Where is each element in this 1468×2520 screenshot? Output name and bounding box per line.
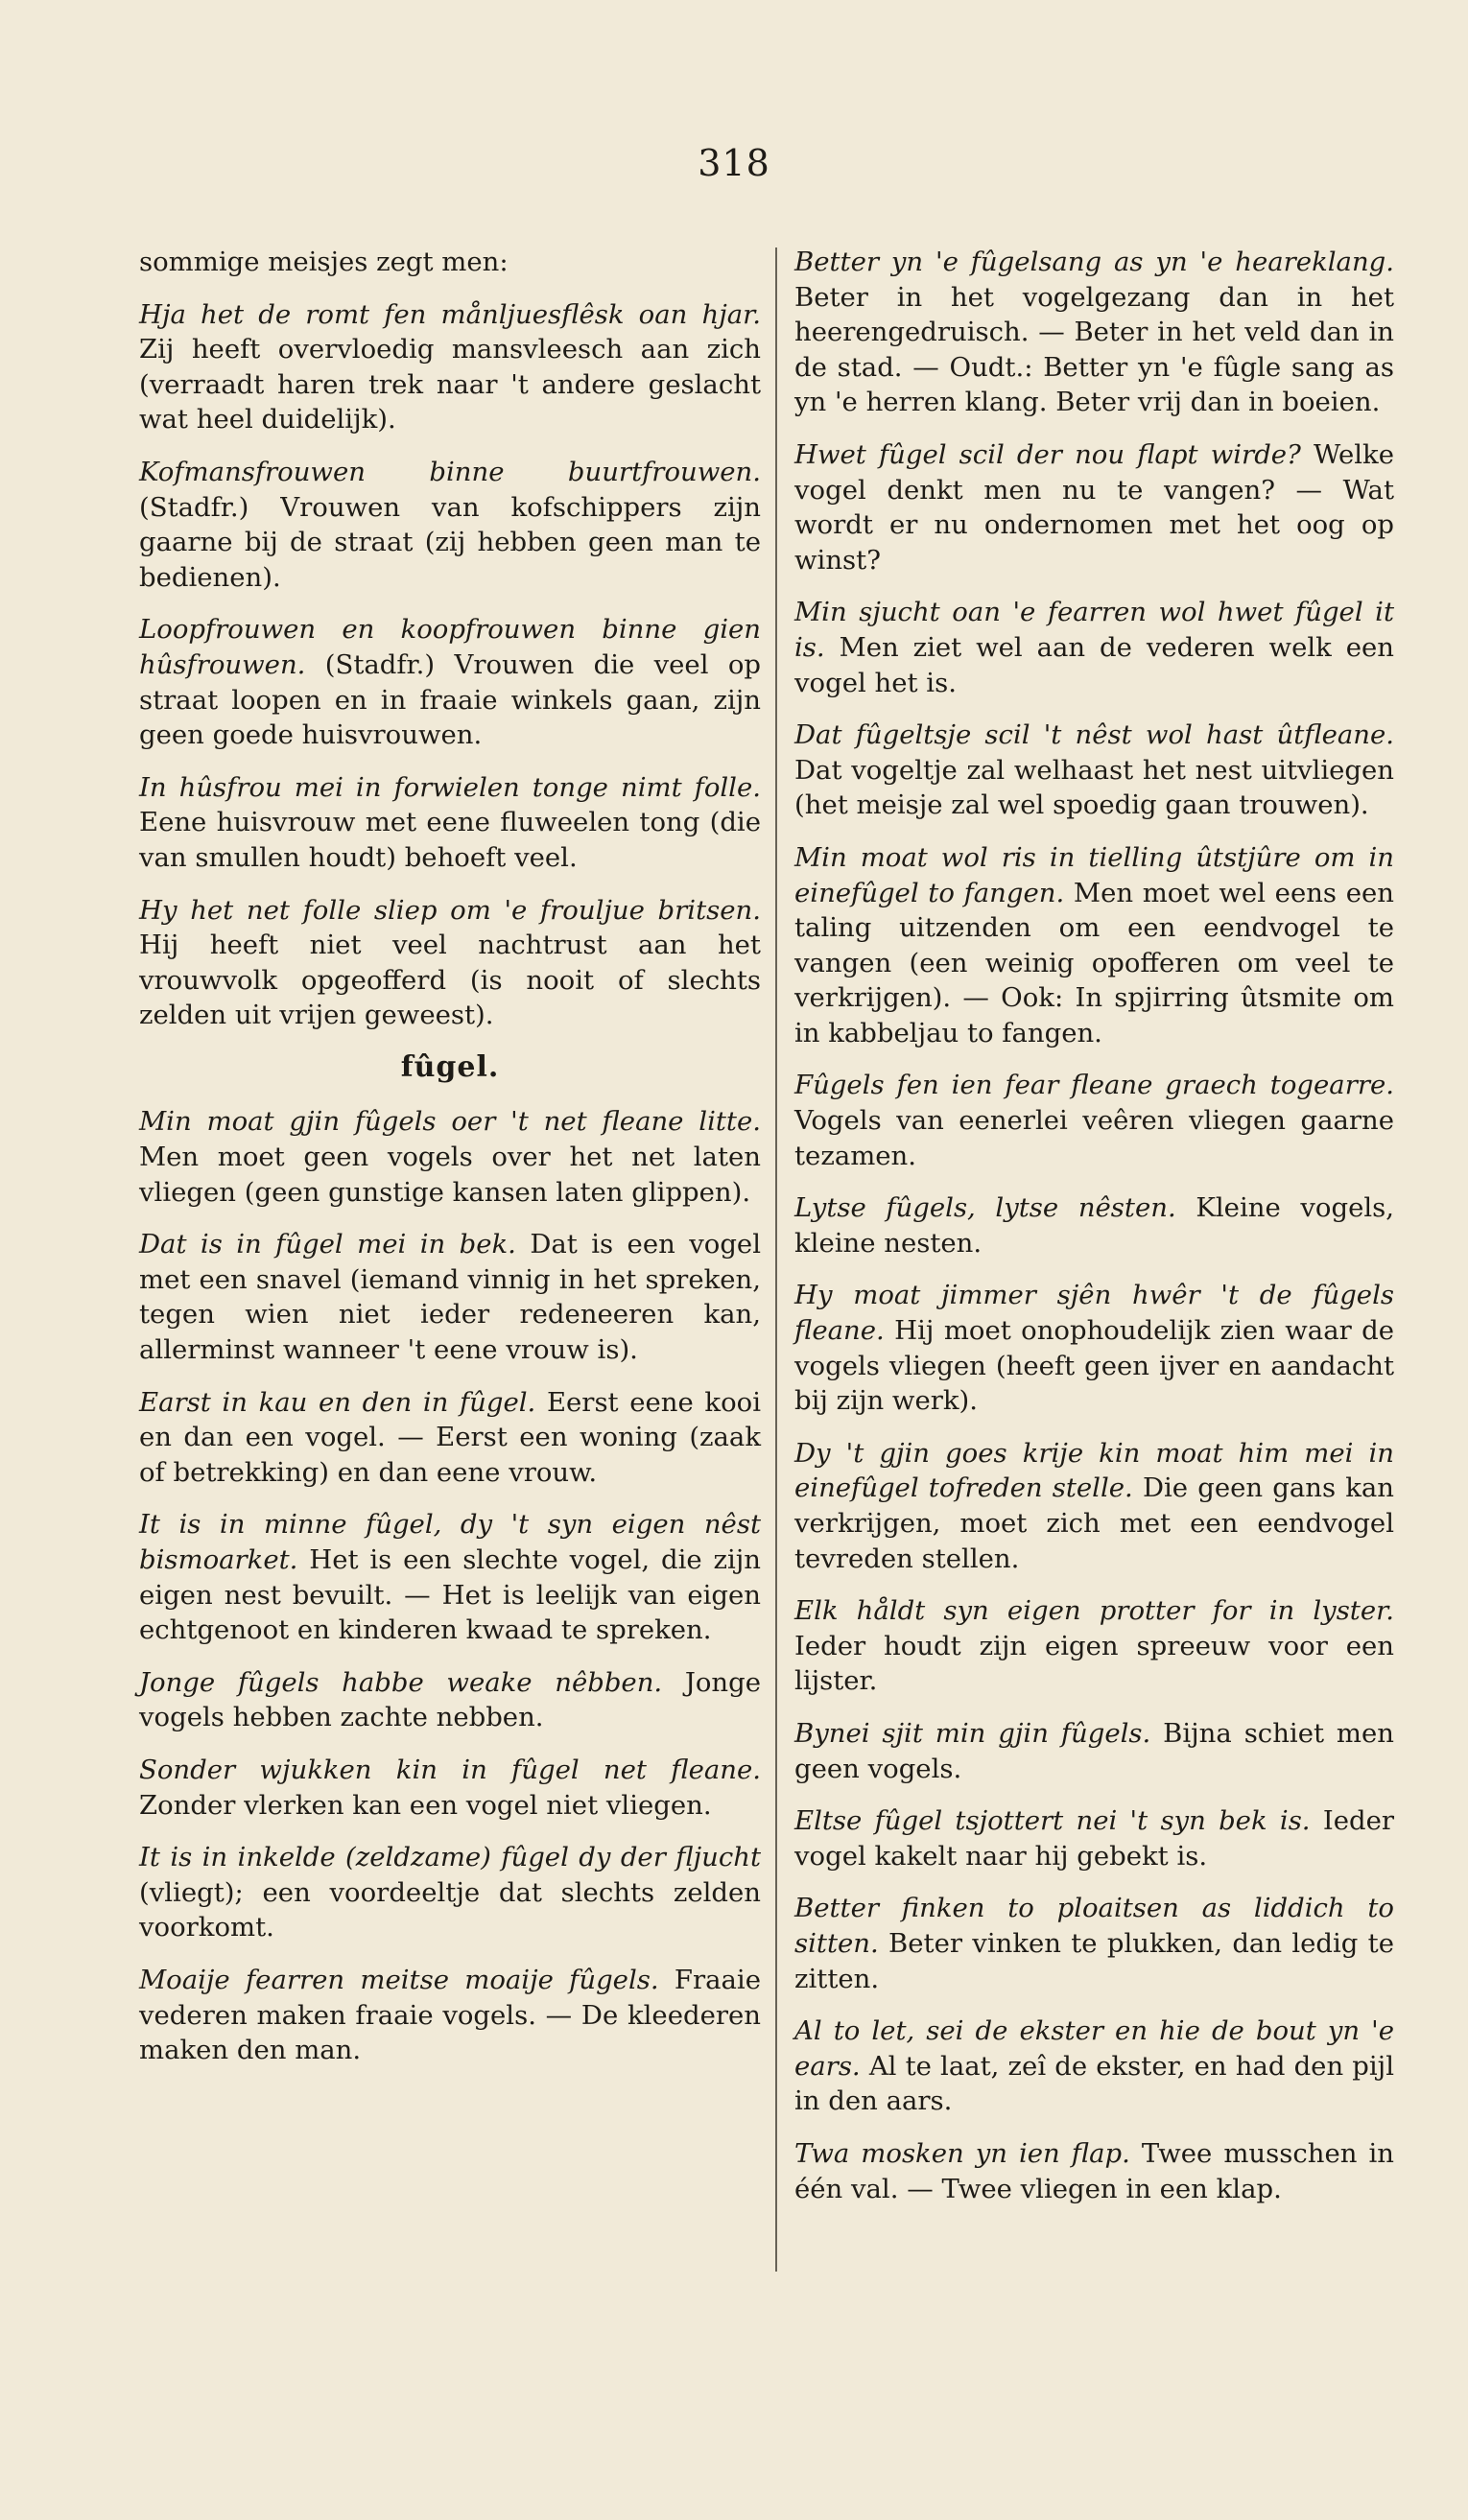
dutch-translation: Welke vogel denkt men nu te vangen? — Wat wordt er nu ondernomen met het oog op winst? [794,438,1394,576]
left-entries [139,245,761,1033]
frisian-phrase: Loopfrouwen en koopfrouwen binne gien hûsfrouwen. [139,614,761,680]
frisian-phrase: Hja het de romt fen månljuesflêsk oan hjar. [139,298,761,330]
dutch-translation: Die geen gans kan verkrijgen, moet zich met een eendvogel tevreden stellen. [794,1472,1394,1574]
proverb-entry [794,718,1394,823]
frisian-phrase: Min moat wol ris in tielling ûtstjûre om in einefûgel to fangen. [794,841,1394,908]
dutch-translation: Dat is een vogel met een snavel (iemand vinnig in het spreken, tegen wien niet ieder redeneeren kan, allerminst wanneer 't eene vrouw is). [139,1229,762,1366]
proverb-entry [139,455,761,595]
proverb-entry [139,297,761,437]
frisian-phrase: Bynei sjit min gjin fûgels. [794,1717,1151,1749]
dutch-translation: Ieder vogel kakelt naar hij gebekt is. [794,1805,1394,1872]
frisian-phrase: Eltse fûgel tsjottert nei 't syn bek is. [794,1805,1311,1837]
frisian-phrase: Al to let, sei de ekster en hie de bout yn 'e ears. [794,2015,1394,2082]
dutch-translation: Hij heeft niet veel nachtrust aan het vrouwvolk opgeofferd (is nooit of slechts zelden uit vrijen geweest). [139,930,761,1031]
dutch-translation: (Stadfr.) Vrouwen van kofschippers zijn gaarne bij de straat (zij hebben geen man te bedienen). [139,491,761,593]
proverb-entry [794,595,1394,700]
proverb-entry [139,612,761,752]
frisian-phrase: Dy 't gjin goes krije kin moat him mei in einefûgel tofreden stelle. [794,1437,1394,1504]
dutch-translation: Jonge vogels hebben zachte nebben. [139,1666,761,1733]
proverb-entry [794,245,1394,420]
frisian-phrase: Hy het net folle sliep om 'e frouljue britsen. [139,894,761,926]
proverb-entry [794,1436,1394,1576]
frisian-phrase: Earst in kau en den in fûgel. [139,1386,536,1418]
dutch-translation: Kleine vogels, kleine nesten. [794,1192,1394,1259]
frisian-phrase: Jonge fûgels habbe weake nêbben. [139,1666,663,1698]
dutch-translation: Fraaie vederen maken fraaie vogels. — De kleederen maken den man. [139,1964,761,2066]
proverb-entry [794,1593,1394,1699]
frisian-phrase: Elk håldt syn eigen protter for in lyster. [794,1595,1394,1627]
frisian-phrase: Min sjucht oan 'e fearren wol hwet fûgel it is. [794,597,1394,663]
proverb-entry [794,1891,1394,1996]
frisian-phrase: Fûgels fen ien fear fleane graech togearre. [794,1070,1394,1101]
frisian-phrase: It is in inkelde (zeldzame) fûgel dy der fljucht [139,1842,761,1873]
dutch-translation: Zonder vlerken kan een vogel niet vliegen. [139,1789,712,1821]
left-column [139,245,761,2085]
dutch-translation: Eerst eene kooi en dan een vogel. — Eerst een woning (zaak of betrekking) en dan eene vrouw. [139,1386,762,1488]
right-entries [794,245,1394,2206]
dutch-translation: Beter in het vogelgezang dan in het heerengedruisch. — Beter in het veld dan in de stad. — Oudt.: Better yn 'e fûgle sang as yn 'e herren klang. Beter vrij dan in boeien. [794,281,1394,418]
dutch-translation: Zij heeft overvloedig mansvleesch aan zich (verraadt haren trek naar 't andere geslacht wat heel duidelijk). [139,334,761,436]
frisian-phrase: Hy moat jimmer sjên hwêr 't de fûgels fleane. [794,1280,1394,1347]
proverb-entry [794,1278,1394,1418]
frisian-phrase: In hûsfrou mei in forwielen tonge nimt folle. [139,771,761,803]
column-divider [775,247,777,2272]
proverb-entry [794,437,1394,577]
frisian-phrase: Kofmansfrouwen binne buurtfrouwen. [139,456,761,487]
frisian-phrase: Min moat gjin fûgels oer 't net fleane litte. [139,1106,761,1138]
proverb-entry [139,1840,761,1945]
dutch-translation: Beter vinken te plukken, dan ledig te zitten. [794,1927,1394,1994]
dutch-translation: Vogels van eenerlei veêren vliegen gaarne tezamen. [794,1105,1394,1171]
dutch-translation: Men moet geen vogels over het net laten vliegen (geen gunstige kansen laten glippen). [139,1142,761,1208]
frisian-phrase: It is in minne fûgel, dy 't syn eigen nêst bismoarket. [139,1509,761,1575]
dutch-translation: Hij moet onophoudelijk zien waar de vogels vliegen (heeft geen ijver en aandacht bij zijn werk). [794,1315,1394,1417]
proverb-entry [794,1803,1394,1873]
proverb-entry [139,1227,761,1367]
dutch-translation: Al te laat, zeî de ekster, en had den pijl in den aars. [794,2050,1395,2117]
proverb-entry [794,840,1394,1051]
dutch-translation: (Stadfr.) Vrouwen die veel op straat loopen en in fraaie winkels gaan, zijn geen goede huisvrouwen. [139,648,761,751]
dutch-translation: Het is een slechte vogel, die zijn eigen nest bevuilt. — Het is leelijk van eigen echtgenoot en kinderen kwaad te spreken. [139,1544,761,1646]
proverb-entry [794,1068,1394,1173]
frisian-phrase: Twa mosken yn ien flap. [794,2137,1130,2169]
dutch-translation: (vliegt); een voordeeltje dat slechts zelden voorkomt. [139,1876,761,1943]
proverb-entry [794,1716,1394,1786]
frisian-phrase: Dat is in fûgel mei in bek. [139,1229,516,1260]
frisian-phrase: Hwet fûgel scil der nou flapt wirde? [794,438,1301,470]
proverb-entry [794,2014,1394,2119]
proverb-entry [139,1753,761,1823]
dutch-translation: Twee musschen in één val. — Twee vliegen in een klap. [794,2137,1394,2204]
left-entries-after-heading [139,1104,761,2067]
proverb-entry [139,1963,761,2068]
proverb-entry [139,1665,761,1735]
frisian-phrase: Dat fûgeltsje scil 't nêst wol hast ûtfleane. [794,719,1394,751]
section-heading: fûgel. [400,1049,500,1084]
dutch-translation: Eene huisvrouw met eene fluweelen tong (die van smullen houdt) behoeft veel. [139,807,761,873]
dutch-translation: Men moet wel eens een taling uitzenden om een eendvogel te vangen (een weinig opofferen om veel te verkrijgen). — Ook: In spjirring ûtsmite om in kabbeljau to fangen. [794,877,1394,1048]
proverb-entry [139,770,761,876]
proverb-entry [139,1507,761,1647]
frisian-phrase: Lytse fûgels, lytse nêsten. [794,1192,1176,1224]
frisian-phrase: Sonder wjukken kin in fûgel net fleane. [139,1754,761,1785]
dutch-translation: Dat vogeltje zal welhaast het nest uitvliegen (het meisje zal wel spoedig gaan trouwen). [794,754,1394,821]
proverb-entry [139,893,761,1033]
dutch-translation: Men ziet wel aan de vederen welk een vogel het is. [794,631,1394,698]
dutch-translation: sommige meisjes zegt men: [139,247,509,277]
proverb-entry [794,2136,1394,2206]
proverb-entry [139,245,761,280]
page-number: 318 [698,142,770,184]
proverb-entry [139,1385,761,1491]
proverb-entry [139,1104,761,1210]
dutch-translation: Ieder houdt zijn eigen spreeuw voor een lijster. [794,1630,1394,1697]
right-column [794,245,1394,2224]
dutch-translation: Bijna schiet men geen vogels. [794,1717,1394,1784]
frisian-phrase: Better finken to ploaitsen as liddich to sitten. [794,1893,1394,1959]
frisian-phrase: Better yn 'e fûgelsang as yn 'e heareklang. [794,247,1394,277]
proverb-entry [794,1190,1394,1260]
frisian-phrase: Moaije fearren meitse moaije fûgels. [139,1964,659,1995]
